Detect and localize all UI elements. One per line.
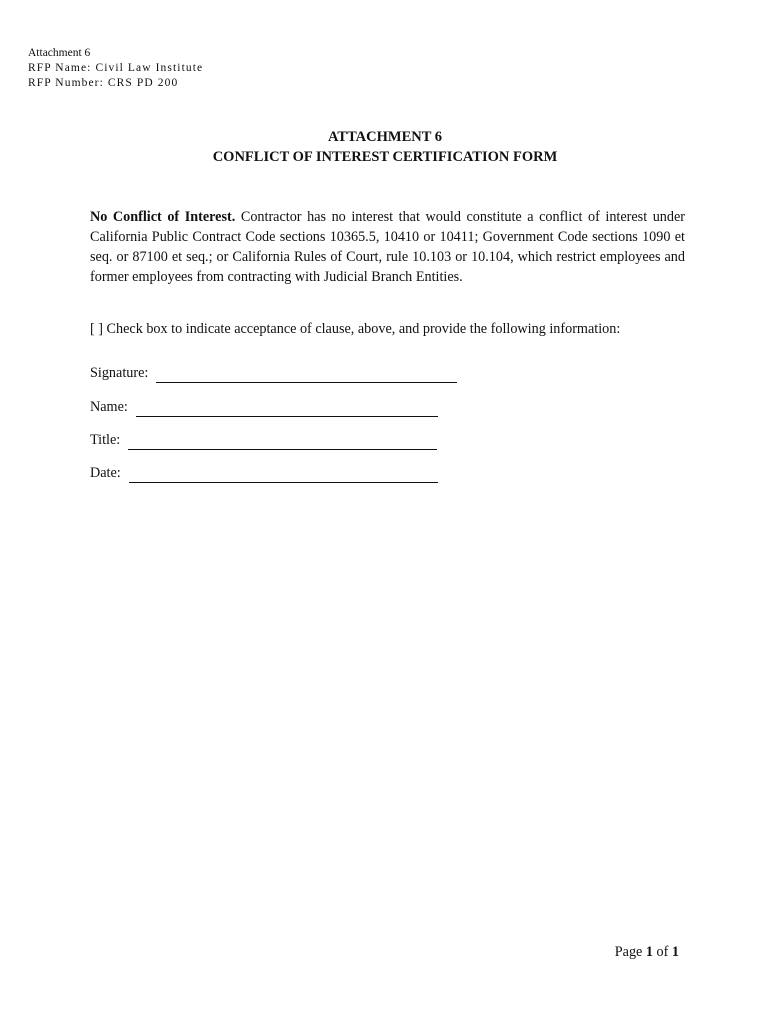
of-word: of bbox=[656, 944, 669, 960]
page-number bbox=[615, 942, 679, 962]
acceptance-checkbox[interactable]: [ ] bbox=[90, 321, 103, 337]
title-form-name: CONFLICT OF INTEREST CERTIFICATION FORM bbox=[212, 149, 558, 165]
title-attachment: ATTACHMENT 6 bbox=[328, 129, 442, 145]
page-current: 1 bbox=[645, 944, 653, 960]
rfp-name: RFP Name: Civil Law Institute bbox=[28, 62, 204, 74]
signature-field[interactable] bbox=[156, 366, 457, 383]
title-row bbox=[90, 430, 437, 450]
date-row bbox=[90, 463, 438, 483]
document-header bbox=[28, 46, 203, 91]
clause-heading: No Conflict of Interest. bbox=[90, 209, 236, 225]
name-label: Name: bbox=[90, 399, 128, 415]
form-title bbox=[0, 127, 770, 167]
attachment-label: Attachment 6 bbox=[28, 47, 91, 59]
signature-row bbox=[90, 363, 457, 383]
date-field[interactable] bbox=[129, 466, 438, 483]
page-total: 1 bbox=[671, 944, 679, 960]
acceptance-text: Check box to indicate acceptance of clause, above, and provide the following information: bbox=[106, 321, 621, 337]
name-row bbox=[90, 397, 438, 417]
acceptance-line bbox=[90, 319, 620, 339]
date-label: Date: bbox=[90, 465, 121, 481]
page-word: Page bbox=[614, 944, 643, 960]
clause-body: Contractor has no interest that would constitute a conflict of interest under California Public Contract Code sections 10365.5, 10410 or 10411; Government Code sections 1090 et seq. or 87100 et seq.; or California Rules of Court, rule 10.103 or 10.104, which restrict employees and former employees from contracting with Judicial Branch Entities. bbox=[90, 209, 686, 285]
signature-label: Signature: bbox=[90, 365, 149, 381]
title-field[interactable] bbox=[128, 433, 437, 450]
title-label: Title: bbox=[90, 432, 121, 448]
rfp-number: RFP Number: CRS PD 200 bbox=[28, 77, 179, 89]
name-field[interactable] bbox=[136, 400, 438, 417]
no-conflict-clause bbox=[90, 207, 685, 287]
